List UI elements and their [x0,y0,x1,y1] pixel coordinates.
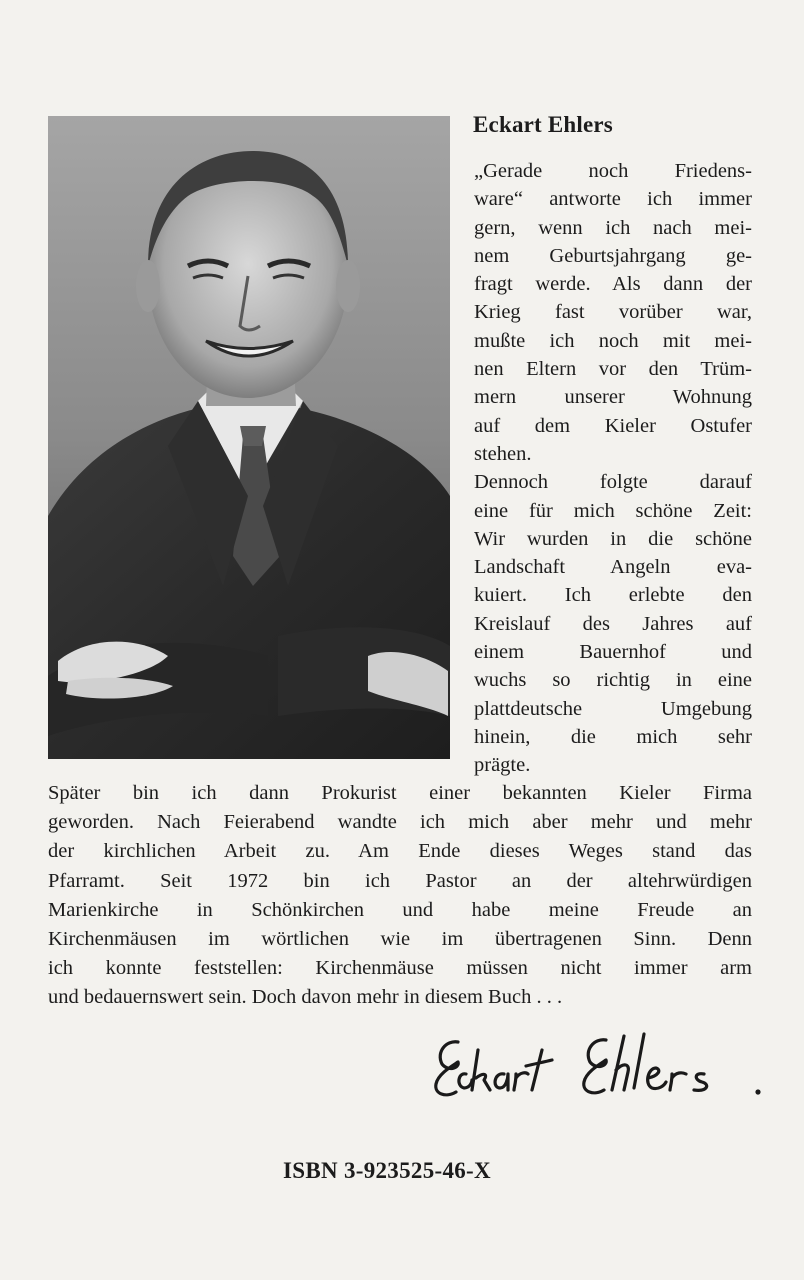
text-line: nen Eltern vor den Trüm- [474,358,752,381]
text-line: mußte ich noch mit mei- [474,329,752,352]
isbn-number: ISBN 3-923525-46-X [283,1158,491,1183]
text-line: einem Bauernhof und [474,641,752,664]
text-line: geworden. Nach Feierabend wandte ich mich aber mehr und mehr [48,811,752,834]
text-line: Dennoch folgte darauf [474,471,752,494]
author-name-heading: Eckart Ehlers [473,112,613,137]
text-line: Pfarramt. Seit 1972 bin ich Pastor an der altehrwürdigen [48,869,752,892]
text-line: Kreislauf des Jahres auf [474,612,752,635]
text-line: „Gerade noch Friedens- [474,160,752,182]
text-line: Marienkirche in Schönkirchen und habe meine Freude an [48,898,752,921]
text-line: mern unserer Wohnung [474,386,752,409]
text-line: kuiert. Ich erlebte den [474,584,752,607]
biography-side-column [474,157,752,780]
handwritten-signature [428,1022,768,1112]
text-line: ich konnte feststellen: Kirchenmäuse müssen nicht immer arm [48,957,752,980]
text-line: auf dem Kieler Ostufer [474,414,752,437]
text-line: Wir wurden in die schöne [474,527,752,550]
biography-full-width-paragraph [48,779,752,1013]
portrait-illustration [48,116,450,759]
text-line: fragt werde. Als dann der [474,273,752,296]
text-line: prägte. [474,754,531,777]
text-line: Landschaft Angeln eva- [474,556,752,579]
text-line: hinein, die mich sehr [474,725,752,748]
author-portrait-photo [48,116,450,759]
text-line: gern, wenn ich nach mei- [474,216,752,239]
text-line: ware“ antworte ich immer [474,188,752,211]
text-line: stehen. [474,442,532,465]
text-line: der kirchlichen Arbeit zu. Am Ende dieses Weges stand das [48,840,752,863]
text-line: Krieg fast vorüber war, [474,301,752,324]
text-line: und bedauernswert sein. Doch davon mehr in diesem Buch . . . [48,986,563,1009]
text-line: plattdeutsche Umgebung [474,697,752,720]
text-line: Kirchenmäusen im wörtlichen wie im übertragenen Sinn. Denn [48,928,752,951]
text-line: nem Geburtsjahrgang ge- [474,244,752,267]
text-line: wuchs so richtig in eine [474,669,752,692]
text-line: Später bin ich dann Prokurist einer bekannten Kieler Firma [48,782,752,804]
text-line: eine für mich schöne Zeit: [474,499,752,522]
